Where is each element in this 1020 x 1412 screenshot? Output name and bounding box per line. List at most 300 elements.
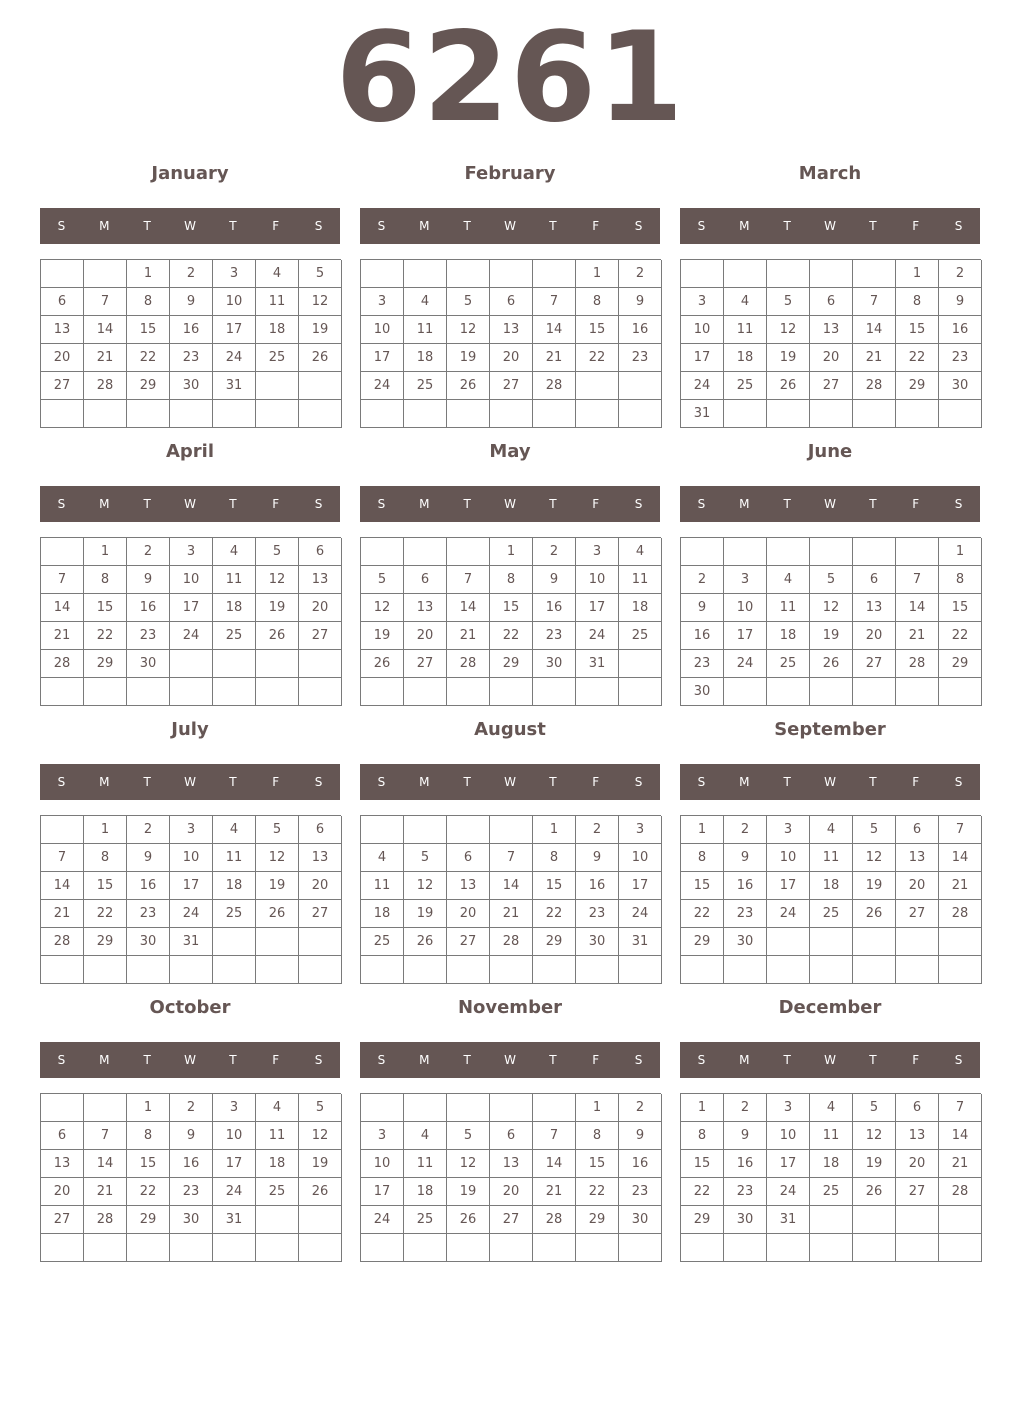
day-cell bbox=[127, 400, 170, 428]
day-cell: 30 bbox=[681, 678, 724, 706]
day-cell: 18 bbox=[724, 344, 767, 372]
day-cell bbox=[41, 400, 84, 428]
weekday-label: S bbox=[314, 775, 323, 789]
day-cell bbox=[170, 650, 213, 678]
weekday-label: S bbox=[57, 775, 66, 789]
day-cell: 27 bbox=[896, 900, 939, 928]
weekday-header bbox=[360, 486, 660, 522]
day-cell: 13 bbox=[810, 316, 853, 344]
day-cell: 13 bbox=[41, 316, 84, 344]
day-cell: 3 bbox=[170, 538, 213, 566]
day-cell: 23 bbox=[619, 344, 662, 372]
month-title: October bbox=[149, 997, 231, 1018]
weekday-header bbox=[40, 764, 340, 800]
day-cell: 18 bbox=[404, 344, 447, 372]
day-cell: 25 bbox=[767, 650, 810, 678]
day-cell bbox=[767, 260, 810, 288]
day-cell: 25 bbox=[724, 372, 767, 400]
day-cell bbox=[939, 1206, 982, 1234]
day-cell bbox=[810, 400, 853, 428]
day-cell: 14 bbox=[853, 316, 896, 344]
weekday-label: W bbox=[504, 775, 516, 789]
month-title: January bbox=[151, 163, 229, 184]
weekday-label: T bbox=[463, 497, 471, 511]
day-cell: 4 bbox=[810, 816, 853, 844]
day-grid bbox=[360, 537, 661, 706]
day-cell: 8 bbox=[490, 566, 533, 594]
day-cell: 31 bbox=[213, 1206, 256, 1234]
day-cell: 20 bbox=[41, 344, 84, 372]
day-cell: 11 bbox=[256, 288, 299, 316]
day-cell bbox=[619, 678, 662, 706]
day-cell: 27 bbox=[299, 900, 342, 928]
day-cell: 5 bbox=[361, 566, 404, 594]
day-cell bbox=[896, 1206, 939, 1234]
day-cell: 24 bbox=[576, 622, 619, 650]
day-cell: 27 bbox=[299, 622, 342, 650]
day-cell bbox=[213, 956, 256, 984]
day-cell: 13 bbox=[896, 844, 939, 872]
day-cell bbox=[724, 538, 767, 566]
day-cell: 1 bbox=[533, 816, 576, 844]
day-cell: 11 bbox=[404, 316, 447, 344]
day-cell: 6 bbox=[853, 566, 896, 594]
day-cell: 13 bbox=[447, 872, 490, 900]
day-cell: 17 bbox=[213, 316, 256, 344]
day-cell: 10 bbox=[767, 1122, 810, 1150]
day-cell: 7 bbox=[41, 844, 84, 872]
day-cell: 27 bbox=[447, 928, 490, 956]
day-cell: 8 bbox=[127, 1122, 170, 1150]
day-cell bbox=[853, 538, 896, 566]
day-cell: 12 bbox=[361, 594, 404, 622]
day-cell: 15 bbox=[576, 316, 619, 344]
day-cell: 2 bbox=[724, 1094, 767, 1122]
day-cell: 7 bbox=[896, 566, 939, 594]
day-cell bbox=[213, 678, 256, 706]
day-cell: 29 bbox=[681, 928, 724, 956]
day-cell: 5 bbox=[447, 288, 490, 316]
day-cell: 23 bbox=[681, 650, 724, 678]
day-cell: 28 bbox=[84, 372, 127, 400]
day-cell bbox=[896, 538, 939, 566]
day-cell: 6 bbox=[896, 816, 939, 844]
day-cell: 23 bbox=[127, 900, 170, 928]
day-cell: 2 bbox=[619, 1094, 662, 1122]
day-cell: 31 bbox=[767, 1206, 810, 1234]
day-cell bbox=[361, 400, 404, 428]
day-cell: 4 bbox=[724, 288, 767, 316]
day-cell: 22 bbox=[84, 900, 127, 928]
day-cell: 24 bbox=[213, 1178, 256, 1206]
day-cell: 5 bbox=[853, 816, 896, 844]
day-cell: 27 bbox=[810, 372, 853, 400]
day-cell: 28 bbox=[853, 372, 896, 400]
day-cell: 3 bbox=[724, 566, 767, 594]
day-cell: 21 bbox=[447, 622, 490, 650]
day-cell: 17 bbox=[170, 872, 213, 900]
weekday-label: S bbox=[697, 1053, 706, 1067]
day-cell bbox=[447, 816, 490, 844]
month-title: May bbox=[489, 441, 531, 462]
day-cell bbox=[404, 260, 447, 288]
day-cell: 4 bbox=[619, 538, 662, 566]
day-cell: 27 bbox=[490, 1206, 533, 1234]
day-cell: 4 bbox=[213, 816, 256, 844]
day-cell bbox=[939, 928, 982, 956]
day-cell: 1 bbox=[84, 538, 127, 566]
day-cell: 16 bbox=[127, 872, 170, 900]
day-cell bbox=[619, 956, 662, 984]
day-cell bbox=[724, 956, 767, 984]
weekday-label: W bbox=[504, 219, 516, 233]
day-cell: 29 bbox=[681, 1206, 724, 1234]
weekday-header bbox=[360, 1042, 660, 1078]
day-grid bbox=[40, 815, 341, 984]
weekday-label: F bbox=[272, 497, 280, 511]
day-cell bbox=[447, 400, 490, 428]
weekday-label: T bbox=[549, 497, 557, 511]
day-cell: 12 bbox=[299, 1122, 342, 1150]
day-cell: 3 bbox=[681, 288, 724, 316]
day-cell bbox=[490, 956, 533, 984]
day-cell: 4 bbox=[767, 566, 810, 594]
day-cell: 6 bbox=[41, 288, 84, 316]
day-cell: 29 bbox=[533, 928, 576, 956]
day-cell: 23 bbox=[533, 622, 576, 650]
day-cell: 1 bbox=[127, 1094, 170, 1122]
day-cell: 30 bbox=[533, 650, 576, 678]
weekday-label: S bbox=[954, 775, 963, 789]
day-cell: 21 bbox=[853, 344, 896, 372]
day-cell: 29 bbox=[84, 650, 127, 678]
day-cell bbox=[810, 260, 853, 288]
day-cell: 19 bbox=[853, 1150, 896, 1178]
weekday-label: W bbox=[504, 1053, 516, 1067]
day-cell: 18 bbox=[213, 872, 256, 900]
day-cell: 5 bbox=[256, 816, 299, 844]
day-cell: 4 bbox=[404, 288, 447, 316]
day-cell: 24 bbox=[361, 372, 404, 400]
day-cell: 17 bbox=[576, 594, 619, 622]
day-cell: 6 bbox=[490, 288, 533, 316]
weekday-label: T bbox=[783, 775, 791, 789]
day-cell bbox=[84, 1094, 127, 1122]
day-cell: 28 bbox=[533, 372, 576, 400]
day-grid bbox=[680, 815, 981, 984]
day-cell: 28 bbox=[447, 650, 490, 678]
day-cell: 20 bbox=[447, 900, 490, 928]
weekday-label: W bbox=[824, 497, 836, 511]
day-cell bbox=[361, 1094, 404, 1122]
day-cell: 16 bbox=[533, 594, 576, 622]
day-cell: 3 bbox=[619, 816, 662, 844]
day-cell: 29 bbox=[939, 650, 982, 678]
weekday-label: S bbox=[314, 497, 323, 511]
day-cell: 15 bbox=[681, 872, 724, 900]
day-cell: 16 bbox=[170, 1150, 213, 1178]
day-cell: 11 bbox=[767, 594, 810, 622]
day-cell: 18 bbox=[404, 1178, 447, 1206]
day-cell: 27 bbox=[490, 372, 533, 400]
day-cell: 12 bbox=[853, 1122, 896, 1150]
day-cell: 23 bbox=[170, 1178, 213, 1206]
day-cell: 19 bbox=[853, 872, 896, 900]
day-cell: 15 bbox=[896, 316, 939, 344]
day-cell bbox=[170, 956, 213, 984]
day-cell: 16 bbox=[939, 316, 982, 344]
weekday-label: S bbox=[697, 775, 706, 789]
day-cell: 9 bbox=[681, 594, 724, 622]
weekday-header bbox=[360, 764, 660, 800]
day-cell bbox=[853, 1206, 896, 1234]
day-cell: 23 bbox=[170, 344, 213, 372]
weekday-label: S bbox=[377, 219, 386, 233]
weekday-label: S bbox=[954, 219, 963, 233]
day-cell bbox=[576, 1234, 619, 1262]
day-cell bbox=[533, 1234, 576, 1262]
day-cell bbox=[84, 678, 127, 706]
weekday-label: M bbox=[739, 775, 750, 789]
weekday-header bbox=[680, 486, 980, 522]
day-cell bbox=[896, 400, 939, 428]
weekday-label: S bbox=[377, 497, 386, 511]
day-cell: 11 bbox=[404, 1150, 447, 1178]
day-cell bbox=[533, 1094, 576, 1122]
day-cell: 22 bbox=[84, 622, 127, 650]
day-cell: 1 bbox=[576, 1094, 619, 1122]
day-cell: 13 bbox=[490, 316, 533, 344]
day-cell: 22 bbox=[576, 1178, 619, 1206]
day-cell: 24 bbox=[361, 1206, 404, 1234]
day-cell: 12 bbox=[447, 316, 490, 344]
day-cell bbox=[256, 650, 299, 678]
day-cell bbox=[361, 678, 404, 706]
day-cell: 11 bbox=[213, 566, 256, 594]
weekday-label: M bbox=[99, 1053, 110, 1067]
day-cell: 14 bbox=[41, 872, 84, 900]
day-cell bbox=[170, 678, 213, 706]
month-title: November bbox=[457, 997, 563, 1018]
day-grid bbox=[680, 259, 981, 428]
day-cell: 23 bbox=[939, 344, 982, 372]
day-cell: 10 bbox=[170, 844, 213, 872]
day-cell bbox=[533, 678, 576, 706]
day-cell: 24 bbox=[724, 650, 767, 678]
day-cell: 18 bbox=[810, 872, 853, 900]
day-cell: 20 bbox=[896, 872, 939, 900]
weekday-label: T bbox=[229, 775, 237, 789]
day-cell: 5 bbox=[767, 288, 810, 316]
weekday-label: T bbox=[463, 1053, 471, 1067]
day-cell: 3 bbox=[213, 1094, 256, 1122]
day-cell: 21 bbox=[41, 622, 84, 650]
day-cell: 26 bbox=[299, 1178, 342, 1206]
day-grid bbox=[360, 815, 661, 984]
weekday-label: T bbox=[143, 219, 151, 233]
day-cell: 27 bbox=[404, 650, 447, 678]
day-cell: 22 bbox=[490, 622, 533, 650]
day-cell bbox=[213, 400, 256, 428]
weekday-label: M bbox=[739, 1053, 750, 1067]
day-cell: 8 bbox=[681, 844, 724, 872]
day-cell bbox=[896, 678, 939, 706]
day-cell: 21 bbox=[41, 900, 84, 928]
day-cell: 25 bbox=[404, 1206, 447, 1234]
day-cell bbox=[256, 956, 299, 984]
day-cell: 19 bbox=[299, 316, 342, 344]
day-cell: 23 bbox=[576, 900, 619, 928]
weekday-label: T bbox=[783, 497, 791, 511]
day-cell: 6 bbox=[299, 816, 342, 844]
day-cell bbox=[490, 678, 533, 706]
day-cell: 31 bbox=[619, 928, 662, 956]
weekday-label: W bbox=[504, 497, 516, 511]
day-cell: 9 bbox=[939, 288, 982, 316]
day-cell: 5 bbox=[299, 260, 342, 288]
day-cell: 18 bbox=[256, 316, 299, 344]
day-cell: 3 bbox=[576, 538, 619, 566]
day-cell bbox=[213, 650, 256, 678]
weekday-label: F bbox=[912, 1053, 920, 1067]
day-cell: 9 bbox=[170, 1122, 213, 1150]
day-cell: 15 bbox=[127, 1150, 170, 1178]
day-cell: 6 bbox=[490, 1122, 533, 1150]
day-cell: 27 bbox=[41, 1206, 84, 1234]
day-cell bbox=[299, 1234, 342, 1262]
day-cell: 11 bbox=[810, 844, 853, 872]
day-cell: 26 bbox=[447, 1206, 490, 1234]
day-cell: 3 bbox=[213, 260, 256, 288]
day-cell: 16 bbox=[170, 316, 213, 344]
day-cell: 15 bbox=[490, 594, 533, 622]
day-cell: 19 bbox=[256, 594, 299, 622]
day-cell: 20 bbox=[810, 344, 853, 372]
day-cell: 25 bbox=[256, 1178, 299, 1206]
day-cell bbox=[576, 678, 619, 706]
weekday-label: W bbox=[184, 219, 196, 233]
day-cell: 16 bbox=[681, 622, 724, 650]
day-cell bbox=[619, 372, 662, 400]
day-cell: 25 bbox=[213, 622, 256, 650]
day-cell bbox=[404, 1234, 447, 1262]
weekday-label: S bbox=[634, 497, 643, 511]
day-cell: 28 bbox=[490, 928, 533, 956]
day-cell bbox=[810, 678, 853, 706]
day-cell bbox=[127, 956, 170, 984]
day-cell: 17 bbox=[213, 1150, 256, 1178]
day-cell: 28 bbox=[939, 1178, 982, 1206]
day-cell: 19 bbox=[256, 872, 299, 900]
day-cell: 26 bbox=[361, 650, 404, 678]
day-cell bbox=[576, 400, 619, 428]
day-cell: 22 bbox=[127, 344, 170, 372]
day-cell: 30 bbox=[127, 650, 170, 678]
day-cell: 17 bbox=[361, 344, 404, 372]
day-cell: 23 bbox=[127, 622, 170, 650]
day-cell: 2 bbox=[939, 260, 982, 288]
weekday-label: M bbox=[419, 1053, 430, 1067]
weekday-label: W bbox=[824, 219, 836, 233]
day-cell bbox=[681, 1234, 724, 1262]
day-cell: 26 bbox=[256, 900, 299, 928]
day-cell: 30 bbox=[724, 928, 767, 956]
day-cell: 25 bbox=[404, 372, 447, 400]
day-cell bbox=[361, 260, 404, 288]
day-cell: 8 bbox=[84, 566, 127, 594]
day-cell: 3 bbox=[767, 816, 810, 844]
day-cell: 17 bbox=[681, 344, 724, 372]
day-cell: 18 bbox=[767, 622, 810, 650]
day-cell: 22 bbox=[127, 1178, 170, 1206]
day-cell bbox=[681, 538, 724, 566]
day-cell: 15 bbox=[576, 1150, 619, 1178]
weekday-label: F bbox=[592, 219, 600, 233]
day-cell: 16 bbox=[576, 872, 619, 900]
day-grid bbox=[360, 1093, 661, 1262]
day-cell: 9 bbox=[724, 1122, 767, 1150]
day-cell: 12 bbox=[447, 1150, 490, 1178]
day-grid bbox=[40, 259, 341, 428]
day-cell: 23 bbox=[724, 1178, 767, 1206]
day-cell: 14 bbox=[939, 1122, 982, 1150]
day-cell: 4 bbox=[404, 1122, 447, 1150]
day-cell: 5 bbox=[853, 1094, 896, 1122]
day-cell: 7 bbox=[41, 566, 84, 594]
day-cell: 15 bbox=[533, 872, 576, 900]
day-cell: 7 bbox=[447, 566, 490, 594]
weekday-label: S bbox=[57, 497, 66, 511]
day-cell: 12 bbox=[256, 566, 299, 594]
weekday-label: F bbox=[272, 219, 280, 233]
day-cell: 11 bbox=[361, 872, 404, 900]
day-cell: 7 bbox=[490, 844, 533, 872]
day-cell: 17 bbox=[724, 622, 767, 650]
day-cell: 30 bbox=[576, 928, 619, 956]
weekday-label: T bbox=[143, 497, 151, 511]
day-cell: 20 bbox=[404, 622, 447, 650]
day-cell: 22 bbox=[896, 344, 939, 372]
day-cell: 30 bbox=[127, 928, 170, 956]
day-cell: 31 bbox=[681, 400, 724, 428]
day-cell: 29 bbox=[896, 372, 939, 400]
day-cell bbox=[490, 1234, 533, 1262]
day-cell: 10 bbox=[724, 594, 767, 622]
day-cell: 13 bbox=[299, 566, 342, 594]
day-cell bbox=[256, 928, 299, 956]
weekday-header bbox=[680, 764, 980, 800]
day-cell bbox=[299, 678, 342, 706]
weekday-label: F bbox=[592, 1053, 600, 1067]
day-cell: 18 bbox=[256, 1150, 299, 1178]
day-cell: 2 bbox=[619, 260, 662, 288]
day-cell: 1 bbox=[939, 538, 982, 566]
day-cell: 19 bbox=[810, 622, 853, 650]
day-cell bbox=[490, 1094, 533, 1122]
day-cell: 8 bbox=[127, 288, 170, 316]
day-cell: 5 bbox=[404, 844, 447, 872]
day-cell: 26 bbox=[404, 928, 447, 956]
weekday-header bbox=[680, 1042, 980, 1078]
day-cell bbox=[724, 400, 767, 428]
day-cell bbox=[127, 678, 170, 706]
day-cell: 30 bbox=[619, 1206, 662, 1234]
day-cell: 4 bbox=[213, 538, 256, 566]
day-grid bbox=[680, 537, 981, 706]
day-cell: 10 bbox=[681, 316, 724, 344]
day-cell: 24 bbox=[681, 372, 724, 400]
day-cell bbox=[896, 928, 939, 956]
